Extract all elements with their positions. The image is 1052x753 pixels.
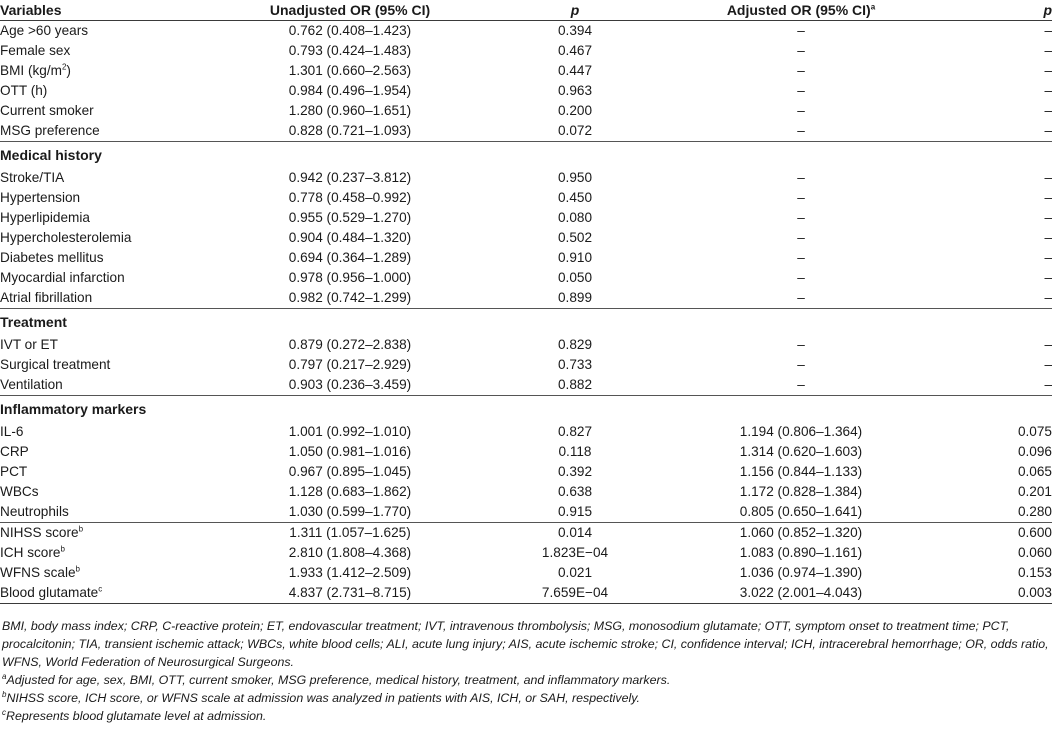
p-unadjusted-value: 0.829: [557, 337, 593, 352]
p-adjusted-value: 0.201: [1017, 484, 1052, 499]
variable-name: WFNS scale$^b$: [0, 564, 80, 580]
p-adjusted-value: 0.280: [1017, 504, 1052, 519]
variable-name: PCT: [0, 464, 28, 479]
variable-name: Hyperlipidemia: [0, 210, 90, 225]
p-unadjusted-value: 0.950: [557, 170, 593, 185]
p-unadjusted-value: 0.638: [557, 484, 593, 499]
unadjusted-or-value: 0.982 (0.742–1.299): [288, 290, 412, 305]
adjusted-or-value: –: [797, 337, 805, 352]
unadjusted-or-value: 0.978 (0.956–1.000): [288, 270, 412, 285]
adjusted-or-value: –: [797, 23, 805, 38]
p-adjusted-value: –: [1044, 190, 1052, 205]
p-adjusted-value: –: [1044, 290, 1052, 305]
table-row: [0, 462, 1052, 482]
p-adjusted-value: –: [1044, 377, 1052, 392]
header-p-adjusted: p: [952, 0, 1052, 21]
unadjusted-or-value: 0.797 (0.217–2.929): [288, 357, 412, 372]
p-adjusted-value: –: [1044, 123, 1052, 138]
p-unadjusted-value: 0.080: [557, 210, 593, 225]
unadjusted-or-value: 0.793 (0.424–1.483): [288, 43, 412, 58]
p-adjusted-value: –: [1044, 43, 1052, 58]
p-adjusted-value: –: [1044, 210, 1052, 225]
p-unadjusted-value: 7.659E−04: [500, 583, 650, 604]
table-row: [0, 502, 1052, 523]
p-adjusted-value: –: [1044, 250, 1052, 265]
variable-name: ICH score$^b$: [0, 544, 65, 560]
variable-name: IVT or ET: [0, 337, 58, 352]
unadjusted-or-value: 0.904 (0.484–1.320): [288, 230, 412, 245]
p-adjusted-value: 0.065: [1017, 464, 1052, 479]
variable-name: IL-6: [0, 424, 24, 439]
adjusted-or-value: 1.314 (0.620–1.603): [739, 444, 863, 459]
unadjusted-or-value: 1.128 (0.683–1.862): [288, 484, 412, 499]
unadjusted-or-value: 0.903 (0.236–3.459): [288, 377, 412, 392]
table-row: [0, 288, 1052, 309]
section-header-row: [0, 396, 1052, 423]
header-variables: Variables: [0, 0, 200, 21]
adjusted-or-value: –: [797, 43, 805, 58]
adjusted-or-value: –: [797, 230, 805, 245]
unadjusted-or-value: 1.030 (0.599–1.770): [288, 504, 412, 519]
p-unadjusted-value: 0.733: [557, 357, 593, 372]
adjusted-or-value: –: [797, 190, 805, 205]
p-unadjusted-value: 0.899: [557, 290, 593, 305]
variable-name: Ventilation: [0, 377, 63, 392]
p-adjusted-value: –: [1044, 230, 1052, 245]
variable-name: Hypercholesterolemia: [0, 230, 132, 245]
variable-name: MSG preference: [0, 123, 100, 138]
table-header-row: [0, 0, 1052, 21]
variable-name: CRP: [0, 444, 29, 459]
table-row: [0, 41, 1052, 61]
unadjusted-or-value: 0.955 (0.529–1.270): [288, 210, 412, 225]
unadjusted-or-value: 1.280 (0.960–1.651): [288, 103, 412, 118]
table-row: [0, 121, 1052, 142]
p-unadjusted-value: 0.450: [557, 190, 593, 205]
unadjusted-or-value: 0.984 (0.496–1.954): [288, 83, 412, 98]
p-adjusted-value: –: [1044, 63, 1052, 78]
variable-name: NIHSS score$^b$: [0, 523, 200, 544]
unadjusted-or-value: 1.311 (1.057–1.625): [200, 523, 500, 544]
variable-name: OTT (h): [0, 83, 48, 98]
variable-name: Female sex: [0, 43, 71, 58]
adjusted-or-value: 1.036 (0.974–1.390): [739, 565, 863, 580]
variable-name: Hypertension: [0, 190, 81, 205]
header-adjusted-or: Adjusted OR (95% CI)$^a$: [650, 0, 952, 21]
table-footnotes: [2, 617, 1050, 725]
section-header-row: [0, 142, 1052, 169]
p-unadjusted-value: 0.467: [557, 43, 593, 58]
variable-name: Current smoker: [0, 103, 94, 118]
p-adjusted-value: 0.003: [952, 583, 1052, 604]
p-unadjusted-value: 0.394: [557, 23, 593, 38]
adjusted-or-value: –: [797, 210, 805, 225]
unadjusted-or-value: 1.933 (1.412–2.509): [288, 565, 412, 580]
footnote-b: $^b$NIHSS score, ICH score, or WFNS scale at admission was analyzed in patients with AIS, ICH, or SAH, respectively.: [2, 689, 640, 705]
p-unadjusted-value: 0.021: [557, 565, 593, 580]
table-row: [0, 21, 1052, 42]
table-row: [0, 442, 1052, 462]
adjusted-or-value: 1.083 (0.890–1.161): [739, 545, 863, 560]
p-unadjusted-value: 0.072: [557, 123, 593, 138]
table-row: [0, 168, 1052, 188]
footnote-abbreviations: BMI, body mass index; CRP, C-reactive protein; ET, endovascular treatment; IVT, intravenous thrombolysis; MSG, monosodium glutamate; OTT, symptom onset to treatment time; PCT, procalcitonin; TIA, transient ischemic attack; WBCs, white blood cells; ALI, acute lung injury; AIS, acute ischemic stroke; CI, confidence interval; ICH, intracerebral hemorrhage; OR, odds ratio, WFNS, World Federation of Neurosurgical Surgeons.: [2, 619, 1049, 669]
p-adjusted-value: –: [1044, 270, 1052, 285]
p-unadjusted-value: 0.882: [557, 377, 593, 392]
adjusted-or-value: –: [797, 170, 805, 185]
table-row: [0, 81, 1052, 101]
variable-name: Myocardial infarction: [0, 270, 125, 285]
table-row: [0, 583, 1052, 604]
p-unadjusted-value: 0.910: [557, 250, 593, 265]
p-adjusted-value: –: [1044, 83, 1052, 98]
table-row: [0, 208, 1052, 228]
section-header-row: [0, 309, 1052, 336]
unadjusted-or-value: 0.762 (0.408–1.423): [288, 23, 412, 38]
unadjusted-or-value: 2.810 (1.808–4.368): [288, 545, 412, 560]
unadjusted-or-value: 0.828 (0.721–1.093): [288, 123, 412, 138]
table-body: [0, 21, 1052, 604]
variable-name: Blood glutamate$^c$: [0, 583, 200, 604]
adjusted-or-value: –: [797, 270, 805, 285]
unadjusted-or-value: 0.778 (0.458–0.992): [288, 190, 412, 205]
p-unadjusted-value: 0.915: [557, 504, 593, 519]
p-unadjusted-value: 0.827: [557, 424, 593, 439]
adjusted-or-value: –: [797, 357, 805, 372]
section-title: Inflammatory markers: [0, 396, 1052, 423]
variable-name: BMI $(kg/m^2)$: [0, 62, 71, 78]
table-row: [0, 61, 1052, 81]
p-unadjusted-value: 0.050: [557, 270, 593, 285]
unadjusted-or-value: 0.694 (0.364–1.289): [288, 250, 412, 265]
section-title: Treatment: [0, 309, 1052, 336]
variable-name: Neutrophils: [0, 504, 69, 519]
adjusted-or-value: –: [797, 290, 805, 305]
p-unadjusted-value: 0.118: [558, 444, 592, 459]
unadjusted-or-value: 0.967 (0.895–1.045): [288, 464, 412, 479]
p-adjusted-value: –: [1044, 103, 1052, 118]
adjusted-or-value: 1.194 (0.806–1.364): [739, 424, 863, 439]
p-unadjusted-value: 0.200: [557, 103, 593, 118]
adjusted-or-value: –: [797, 83, 805, 98]
adjusted-or-value: –: [797, 103, 805, 118]
p-adjusted-value: –: [1044, 357, 1052, 372]
p-adjusted-value: –: [1044, 337, 1052, 352]
p-unadjusted-value: 0.963: [557, 83, 593, 98]
unadjusted-or-value: 1.050 (0.981–1.016): [288, 444, 412, 459]
variable-name: Surgical treatment: [0, 357, 111, 372]
p-adjusted-value: 0.075: [1017, 424, 1052, 439]
variable-name: Atrial fibrillation: [0, 290, 93, 305]
p-adjusted-value: 0.096: [1017, 444, 1052, 459]
section-title: Medical history: [0, 142, 1052, 169]
p-unadjusted-value: 0.502: [557, 230, 593, 245]
p-unadjusted-value: 0.014: [500, 523, 650, 544]
table-row: [0, 268, 1052, 288]
footnote-c: $^c$Represents blood glutamate level at admission.: [2, 707, 267, 723]
adjusted-or-value: 1.060 (0.852–1.320): [650, 523, 952, 544]
p-adjusted-value: 0.153: [1017, 565, 1052, 580]
p-unadjusted-value: 1.823E−04: [541, 545, 609, 560]
variable-name: Age >60 years: [0, 23, 89, 38]
table-row: [0, 248, 1052, 268]
unadjusted-or-value: 4.837 (2.731–8.715): [200, 583, 500, 604]
unadjusted-or-value: 0.942 (0.237–3.812): [288, 170, 412, 185]
adjusted-or-value: –: [797, 123, 805, 138]
variable-name: WBCs: [0, 484, 39, 499]
table-row: [0, 523, 1052, 544]
adjusted-or-value: –: [797, 63, 805, 78]
footnote-a: $^a$Adjusted for age, sex, BMI, OTT, current smoker, MSG preference, medical history, treatment, and inflammatory markers.: [2, 671, 671, 687]
p-adjusted-value: 0.060: [1017, 545, 1052, 560]
variable-name: Stroke/TIA: [0, 170, 65, 185]
table-row: [0, 375, 1052, 396]
adjusted-or-value: –: [797, 250, 805, 265]
table-row: [0, 422, 1052, 442]
table-row: [0, 355, 1052, 375]
unadjusted-or-value: 1.001 (0.992–1.010): [288, 424, 412, 439]
unadjusted-or-value: 0.879 (0.272–2.838): [288, 337, 412, 352]
adjusted-or-value: –: [797, 377, 805, 392]
table-row: [0, 228, 1052, 248]
p-adjusted-value: –: [1044, 23, 1052, 38]
adjusted-or-value: 1.156 (0.844–1.133): [739, 464, 863, 479]
adjusted-or-value: 3.022 (2.001–4.043): [650, 583, 952, 604]
adjusted-or-value: 1.172 (0.828–1.384): [739, 484, 863, 499]
p-adjusted-value: 0.600: [952, 523, 1052, 544]
table-row: [0, 563, 1052, 583]
adjusted-or-value: 0.805 (0.650–1.641): [739, 504, 863, 519]
table-row: [0, 188, 1052, 208]
table-row: [0, 101, 1052, 121]
header-unadjusted-or: Unadjusted OR (95% CI): [200, 0, 500, 21]
p-adjusted-value: –: [1044, 170, 1052, 185]
p-unadjusted-value: 0.392: [557, 464, 593, 479]
variable-name: Diabetes mellitus: [0, 250, 104, 265]
table-row: [0, 543, 1052, 563]
unadjusted-or-value: 1.301 (0.660–2.563): [288, 63, 412, 78]
table-row: [0, 482, 1052, 502]
header-p-unadjusted: p: [500, 0, 650, 21]
table-row: [0, 335, 1052, 355]
p-unadjusted-value: 0.447: [557, 63, 593, 78]
